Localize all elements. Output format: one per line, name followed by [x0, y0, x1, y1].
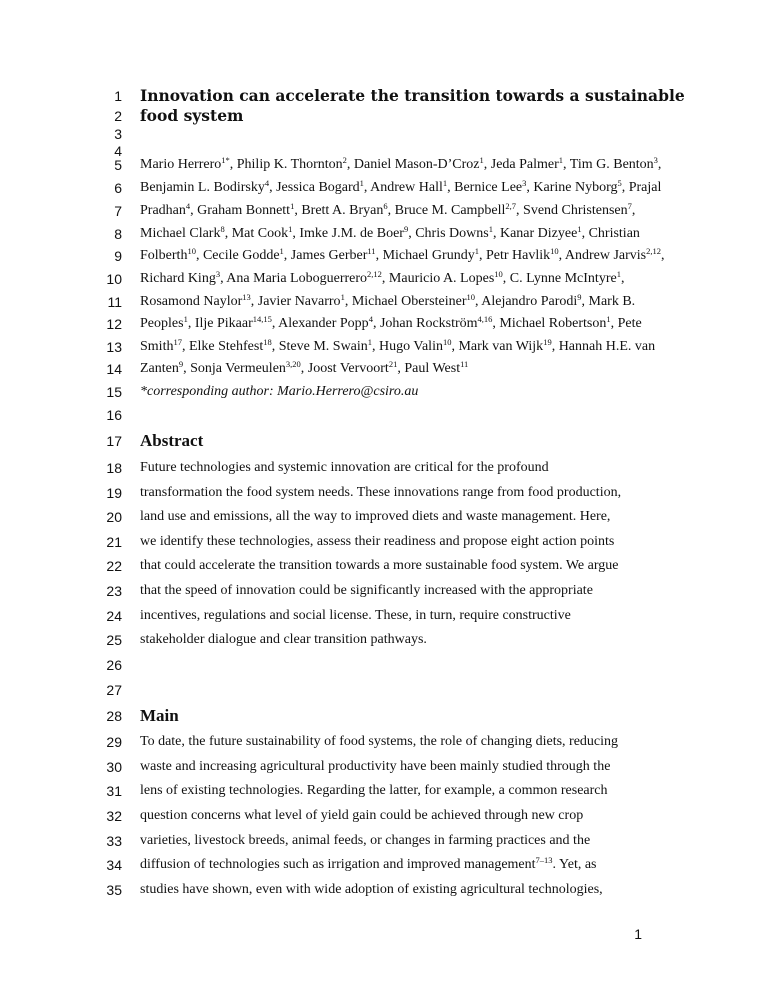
line-number: 6	[114, 180, 122, 196]
line-number: 1	[114, 88, 122, 104]
line-number: 5	[114, 157, 122, 173]
paper-title-line-2: food system	[140, 106, 244, 125]
line-number: 25	[106, 632, 122, 648]
main-line: question concerns what level of yield gain could be achieved through new crop	[140, 808, 584, 823]
abstract-line: land use and emissions, all the way to improved diets and waste management. Here,	[140, 509, 611, 524]
corresponding-author: *corresponding author: Mario.Herrero@csiro.au	[140, 384, 419, 399]
line-number: 32	[106, 808, 122, 824]
author-line: Mario Herrero$^{1*}$, Philip K. Thornton$^2$, Daniel Mason-D’Croz$^1$, Jeda Palmer$^1$, Tim G. Benton$^3$,	[140, 155, 662, 172]
paper-title-line-1: Innovation can accelerate the transition towards a sustainable	[140, 86, 685, 105]
line-number: 2	[114, 108, 122, 124]
main-line: varieties, livestock breeds, animal feeds, or changes in farming practices and the	[140, 833, 591, 848]
author-line: Smith$^{17}$, Elke Stehfest$^{18}$, Steve M. Swain$^1$, Hugo Valin$^{10}$, Mark van Wijk$^{19}$, Hannah H.E. van	[140, 337, 656, 354]
main-line: lens of existing technologies. Regarding the latter, for example, a common research	[140, 783, 608, 798]
main-line: studies have shown, even with wide adoption of existing agricultural technologies,	[140, 882, 603, 897]
line-number: 26	[106, 657, 122, 673]
line-number: 18	[106, 460, 122, 476]
main-line: waste and increasing agricultural productivity have been mainly studied through the	[140, 759, 611, 774]
main-line: To date, the future sustainability of food systems, the role of changing diets, reducing	[140, 734, 619, 749]
line-number: 14	[106, 361, 122, 377]
author-line: Benjamin L. Bodirsky$^4$, Jessica Bogard$^1$, Andrew Hall$^1$, Bernice Lee$^3$, Karine Nyborg$^5$, Prajal	[140, 178, 662, 195]
main-line: diffusion of technologies such as irrigation and improved management$^{7-13}$. Yet, as	[140, 855, 597, 872]
abstract-line: stakeholder dialogue and clear transition pathways.	[140, 632, 427, 647]
line-number: 17	[106, 433, 122, 449]
line-number: 15	[106, 384, 122, 400]
page-number: 1	[634, 926, 642, 942]
line-number: 29	[106, 734, 122, 750]
line-number: 22	[106, 558, 122, 574]
line-number: 28	[106, 708, 122, 724]
abstract-heading: Abstract	[140, 431, 204, 450]
line-number: 12	[106, 316, 122, 332]
abstract-line: that the speed of innovation could be significantly increased with the appropriate	[140, 583, 593, 598]
line-number: 11	[107, 294, 122, 310]
line-number: 30	[106, 759, 122, 775]
author-line: Rosamond Naylor$^{13}$, Javier Navarro$^1$, Michael Obersteiner$^{10}$, Alejandro Parodi$^9$, Mark B.	[140, 292, 636, 309]
abstract-line: that could accelerate the transition towards a more sustainable food system. We argue	[140, 558, 619, 573]
line-number: 35	[106, 882, 122, 898]
line-number: 27	[106, 682, 122, 698]
line-number: 10	[106, 271, 122, 287]
line-number: 31	[106, 783, 122, 799]
abstract-line: transformation the food system needs. These innovations range from food production,	[140, 485, 622, 500]
line-number: 24	[106, 608, 122, 624]
abstract-line: we identify these technologies, assess their readiness and propose eight action points	[140, 534, 615, 549]
author-line: Peoples$^1$, Ilje Pikaar$^{14,15}$, Alexander Popp$^4$, Johan Rockström$^{4,16}$, Michael Robertson$^1$, Pete	[140, 314, 642, 331]
main-heading: Main	[140, 706, 179, 725]
line-number: 13	[106, 339, 122, 355]
line-number: 7	[114, 203, 122, 219]
author-line: Folberth$^{10}$, Cecile Godde$^1$, James Gerber$^{11}$, Michael Grundy$^1$, Petr Havlik$^{10}$, Andrew Jarvis$^{2,12}$,	[140, 246, 665, 263]
line-number: 9	[114, 248, 122, 264]
line-number: 4	[114, 143, 122, 159]
line-number: 19	[106, 485, 122, 501]
author-line: Richard King$^3$, Ana Maria Loboguerrero$^{2,12}$, Mauricio A. Lopes$^{10}$, C. Lynne McIntyre$^1$,	[140, 269, 625, 286]
line-number: 33	[106, 833, 122, 849]
line-number: 8	[114, 226, 122, 242]
line-number: 20	[106, 509, 122, 525]
author-line: Michael Clark$^8$, Mat Cook$^1$, Imke J.M. de Boer$^9$, Chris Downs$^1$, Kanar Dizyee$^1$, Christian	[140, 224, 640, 241]
author-line: Zanten$^9$, Sonja Vermeulen$^{3,20}$, Joost Vervoort$^{21}$, Paul West$^{11}$	[140, 359, 469, 376]
line-number: 21	[106, 534, 122, 550]
line-number: 16	[106, 407, 122, 423]
line-number: 3	[114, 126, 122, 142]
line-number: 23	[106, 583, 122, 599]
line-number: 34	[106, 857, 122, 873]
abstract-line: incentives, regulations and social license. These, in turn, require constructive	[140, 608, 571, 623]
abstract-line: Future technologies and systemic innovation are critical for the profound	[140, 460, 549, 475]
author-line: Pradhan$^4$, Graham Bonnett$^1$, Brett A. Bryan$^6$, Bruce M. Campbell$^{2,7}$, Svend Christensen$^7$,	[140, 201, 636, 218]
